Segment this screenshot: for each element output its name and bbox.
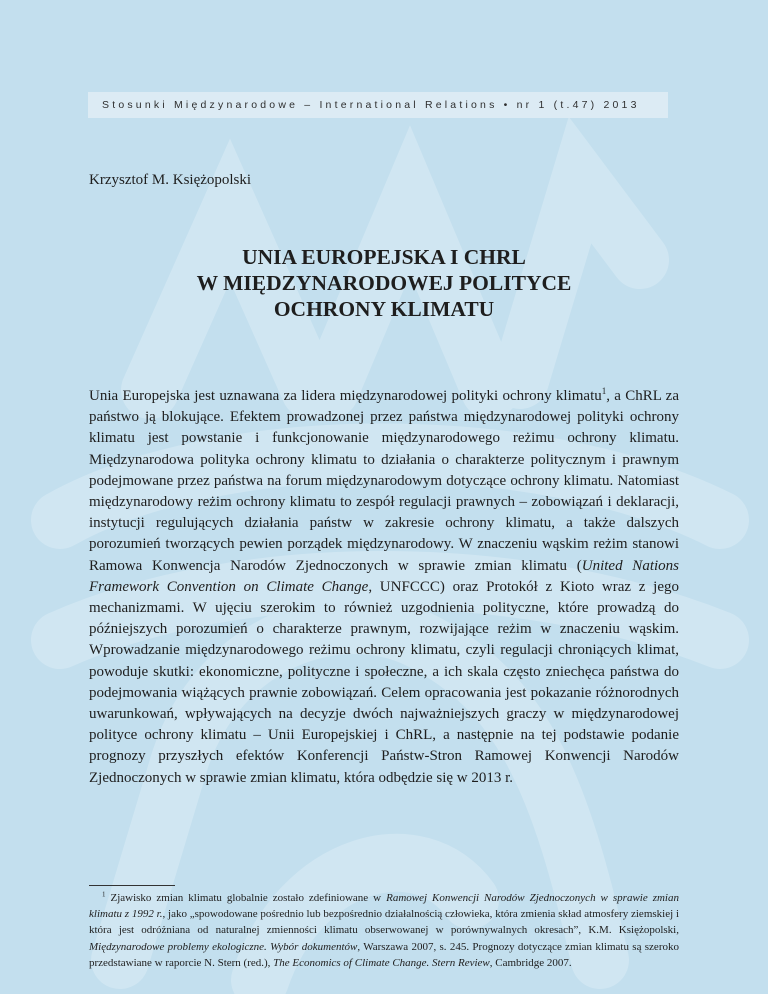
footnote-text-2: , jako „spowodowane pośrednio lub bezpośrednio działalnością człowieka, która zmienia skład atmosfery ziemskiej i która jest odróżniana od naturalnej zmienności klimatu obserwowanej w porównywalnych okresach”, K.M. Księżopolski, (89, 908, 680, 937)
footnote-text-3: , Warszawa 2007, s. 245. Prognozy dotyczące zmian klimatu są szeroko przedstawiane w raporcie N. Stern (red.), (89, 940, 679, 969)
footnote-italic-1: Ramowej Konwencji Narodów Zjednoczonych w sprawie zmian klimatu z 1992 r. (89, 892, 679, 921)
footnote-text-1: Zjawisko zmian klimatu globalnie zostało zdefiniowane w (105, 892, 387, 904)
body-text-part-4: , UNFCCC) oraz Protokół z Kioto wraz z jego mechanizmami. W ujęciu szerokim to również uzgodnienia polityczne, które prowadzą do późniejszych porozumień o charakterze prawnym, rozwijające reżim w znaczeniu wąskim. Wprowadzanie międzynarodowego reżimu ochrony klimatu, czyli regulacji chroniących klimat, powoduje skutki: ekonomiczne, polityczne i społeczne, a ich skala często zniechęca państwa do podejmowania wiążących prawnie zobowiązań. Celem opracowania jest pokazanie różnorodnych uwarunkowań, wpływających na decyzje dwóch najważniejszych graczy w międzynarodowej polityce ochrony klimatu – Unii Europejskiej i ChRL, a następnie na tej podstawie podanie prognozy przyszłych efektów Konferencji Państw-Stron Ramowej Konwencji Narodów Zjednoczonych w sprawie zmian klimatu, która odbędzie się w 2013 r. (89, 578, 680, 786)
author-name: Krzysztof M. Księżopolski (89, 172, 252, 188)
footnote-italic-2: Międzynarodowe problemy ekologiczne. Wybór dokumentów (89, 940, 358, 953)
title-line-3: OCHRONY KLIMATU (273, 297, 495, 321)
body-text-italic: United Nations Framework Convention on Climate Change (89, 557, 679, 595)
footnote-marker[interactable]: 1 (601, 386, 607, 396)
footnote-text-4: , Cambridge 2007. (489, 956, 572, 969)
body-text-part-2: , a ChRL za państwo ją blokujące. Efektem prowadzonej przez państwa międzynarodowej polityki ochrony klimatu jest powstanie i funkcjonowanie międzynarodowego reżimu ochrony klimatu. Międzynarodowa polityka ochrony klimatu to działania o charakterze politycznym i prawnym podejmowane przez państwa na forum międzynarodowym dotyczące ochrony klimatu. Natomiast międzynarodowy reżim ochrony klimatu to zespół regulacji prawnych – zobowiązań i deklaracji, instytucji regulujących działania państw w zakresie ochrony klimatu, a także dalszych porozumień tworzących pewien porządek międzynarodowy. W znaczeniu wąskim reżim stanowi Ramowa Konwencja Narodów Zjednoczonych w sprawie zmian klimatu ( (89, 388, 679, 574)
title-line-2: W MIĘDZYNARODOWEJ POLITYCE (196, 271, 572, 295)
footnote-separator (89, 885, 175, 886)
footnote-number: 1 (102, 890, 106, 899)
title-line-1: UNIA EUROPEJSKA I CHRL (242, 245, 526, 269)
footnote-1 (89, 890, 679, 971)
body-text-part-1: Unia Europejska jest uznawana za lidera międzynarodowej polityki ochrony klimatu (89, 388, 602, 404)
footnote-italic-3: The Economics of Climate Change. Stern Review (273, 956, 490, 969)
running-header-text: Stosunki Międzynarodowe – International Relations • nr 1 (t.47) 2013 (102, 99, 640, 111)
running-header (88, 92, 668, 118)
article-title (89, 244, 679, 322)
abstract-paragraph (89, 386, 679, 789)
